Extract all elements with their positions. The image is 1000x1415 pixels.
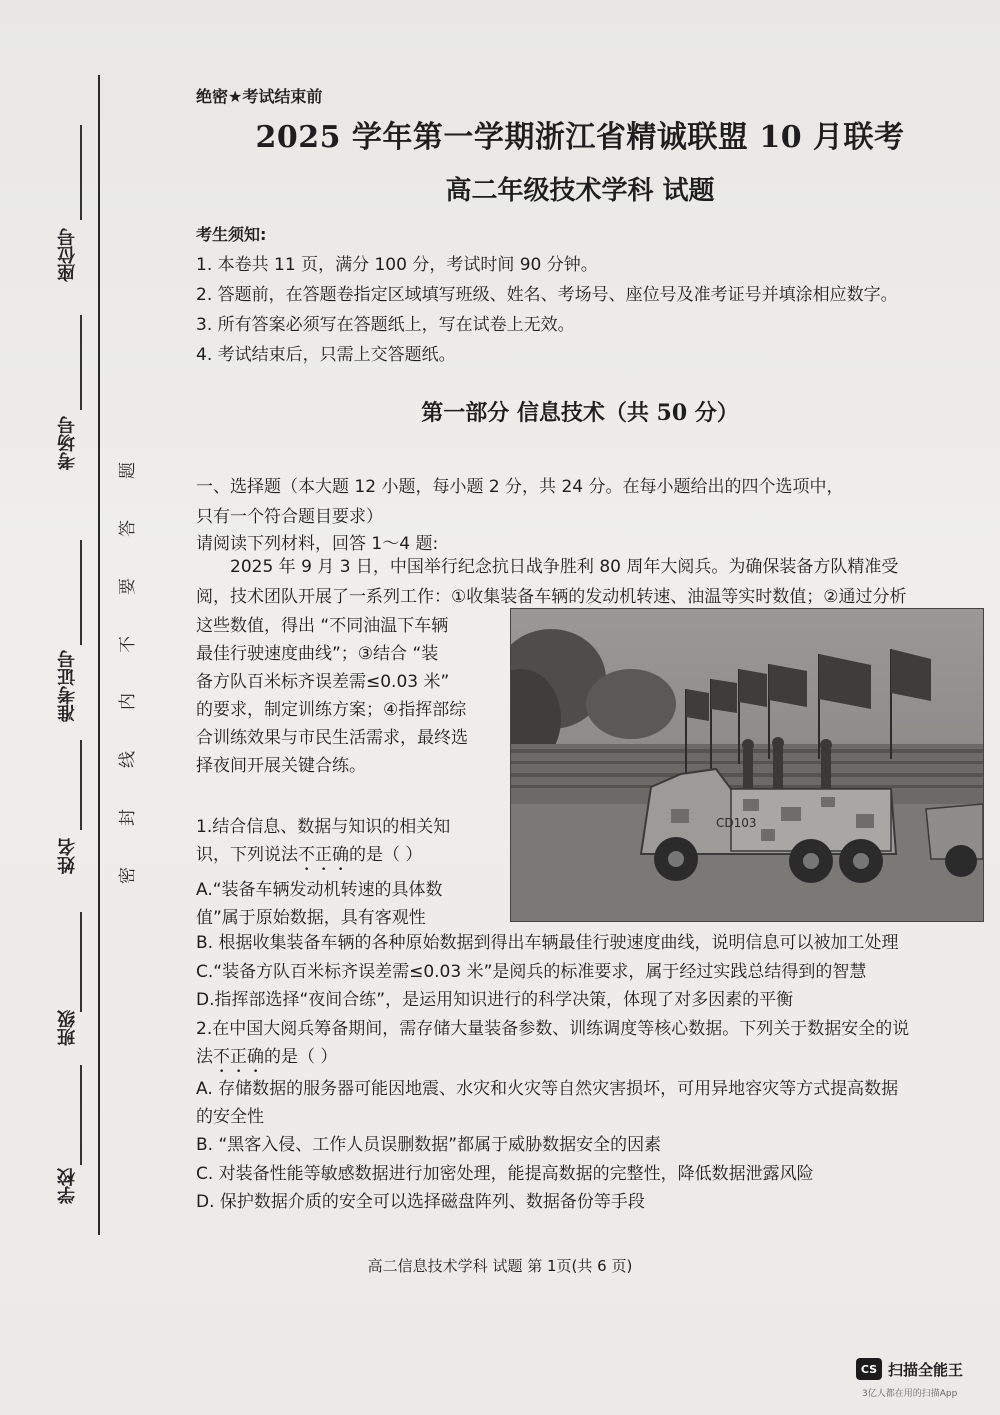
q1-stem: 1.结合信息、数据与知识的相关知 xyxy=(196,817,451,837)
notice-item: 4. 考试结束后，只需上交答题纸。 xyxy=(196,345,456,365)
parade-photo xyxy=(510,608,984,922)
q1-option-d: D.指挥部选择“夜间合练”，是运用知识进行的科学决策，体现了对多因素的平衡 xyxy=(196,990,794,1010)
school-label: 学校 xyxy=(57,1168,78,1204)
notice-item: 1. 本卷共 11 页，满分 100 分，考试时间 90 分钟。 xyxy=(196,255,598,275)
notice-item: 3. 所有答案必须写在答题纸上，写在试卷上无效。 xyxy=(196,315,575,335)
q1-emphasis: 不正确 xyxy=(298,845,349,865)
seal-warning-char: 要 xyxy=(117,577,138,595)
material-line: 最佳行驶速度曲线”；③结合 “装 xyxy=(196,644,439,664)
scanner-name: 扫描全能王 xyxy=(888,1360,964,1379)
material-line: 阅，技术团队开展了一系列工作：①收集装备车辆的发动机转速、油温等实时数值；②通过分析 xyxy=(196,587,907,607)
material-line: 这些数值，得出 “不同油温下车辆 xyxy=(196,616,449,636)
q1-stem-text: 识，下列说法 xyxy=(196,845,298,865)
material-line: 择夜间开展关键合练。 xyxy=(196,756,366,776)
q2-option-c: C. 对装备性能等敏感数据进行加密处理，能提高数据的完整性，降低数据泄露风险 xyxy=(196,1164,814,1184)
q2-option-a-2: 的安全性 xyxy=(196,1107,264,1127)
part-title: 第一部分 信息技术（共 50 分） xyxy=(421,400,739,426)
notice-heading: 考生须知: xyxy=(196,225,267,244)
material-line: 备方队百米标齐误差需≤0.03 米” xyxy=(196,672,450,692)
binding-line xyxy=(98,75,100,1235)
secret-mark: 绝密★考试结束前 xyxy=(196,87,323,106)
q1-option-b: B. 根据收集装备车辆的各种原始数据到得出车辆最佳行驶速度曲线，说明信息可以被加工处理 xyxy=(196,933,899,953)
q1-stem-tail: 的是（ ） xyxy=(349,845,423,865)
section-instruction-2: 只有一个符合题目要求） xyxy=(196,507,383,527)
q1-option-a-2: 值”属于原始数据，具有客观性 xyxy=(196,908,426,928)
section-instruction: 一、选择题（本大题 12 小题，每小题 2 分，共 24 分。在每小题给出的四个选项中， xyxy=(196,477,844,497)
ticket-label: 准考证号 xyxy=(57,650,78,722)
q2-option-b: B. “黑客入侵、工作人员误删数据”都属于威胁数据安全的因素 xyxy=(196,1135,662,1155)
ticket-blank xyxy=(80,540,82,645)
q2-stem-tail: 的是（ ） xyxy=(264,1047,338,1067)
material-intro: 请阅读下列材料，回答 1～4 题: xyxy=(196,534,439,554)
seal-warning-char: 线 xyxy=(117,751,138,769)
vehicle-code: CD103 xyxy=(716,816,757,830)
material-line: 的要求，制定训练方案；④指挥部综 xyxy=(196,700,467,720)
seal-warning xyxy=(112,458,138,888)
scanner-watermark xyxy=(856,1358,963,1380)
seat-label: 座位号 xyxy=(57,228,78,282)
q2-emphasis: 不正确 xyxy=(213,1047,264,1067)
seal-warning-char: 内 xyxy=(117,693,138,711)
scanner-badge-icon: CS xyxy=(856,1358,882,1380)
name-blank xyxy=(80,740,82,830)
name-label: 姓名 xyxy=(57,838,78,874)
school-blank xyxy=(80,1065,82,1165)
seal-warning-char: 答 xyxy=(117,519,138,537)
material-line: 2025 年 9 月 3 日，中国举行纪念抗日战争胜利 80 周年大阅兵。为确保装备方队精准受 xyxy=(230,557,899,577)
q1-option-c: C.“装备方队百米标齐误差需≤0.03 米”是阅兵的标准要求，属于经过实践总结得到的智慧 xyxy=(196,962,867,982)
seal-warning-char: 题 xyxy=(117,462,138,479)
class-label: 班级 xyxy=(57,1010,78,1046)
class-blank xyxy=(80,912,82,1012)
q2-stem-text: 法 xyxy=(196,1047,213,1067)
q2-stem-2 xyxy=(196,1042,337,1077)
page-footer: 高二信息技术学科 试题 第 1页(共 6 页) xyxy=(367,1257,633,1275)
q2-option-a: A. 存储数据的服务器可能因地震、水灾和火灾等自然灾害损坏，可用异地容灾等方式提高数据 xyxy=(196,1079,899,1099)
room-label: 考场号 xyxy=(57,416,78,470)
q2-stem: 2.在中国大阅兵筹备期间，需存储大量装备参数、训练调度等核心数据。下列关于数据安全的说 xyxy=(196,1019,910,1039)
seal-warning-char: 不 xyxy=(117,635,138,653)
exam-subtitle: 高二年级技术学科 试题 xyxy=(445,176,715,206)
scanner-subtitle: 3亿人都在用的扫描App xyxy=(862,1389,958,1399)
notice-item: 2. 答题前，在答题卷指定区域填写班级、姓名、考场号、座位号及准考证号并填涂相应数字。 xyxy=(196,285,898,305)
material-line: 合训练效果与市民生活需求，最终选 xyxy=(196,728,468,748)
seat-blank xyxy=(80,125,82,220)
room-blank xyxy=(80,315,82,410)
q1-stem-2 xyxy=(196,840,422,875)
q2-option-d: D. 保护数据介质的安全可以选择磁盘阵列、数据备份等手段 xyxy=(196,1192,645,1212)
seal-warning-char: 密 xyxy=(117,866,138,884)
q1-option-a: A.“装备车辆发动机转速的具体数 xyxy=(196,880,443,900)
seal-warning-char: 封 xyxy=(117,809,138,827)
exam-title: 2025 学年第一学期浙江省精诚联盟 10 月联考 xyxy=(255,120,905,155)
